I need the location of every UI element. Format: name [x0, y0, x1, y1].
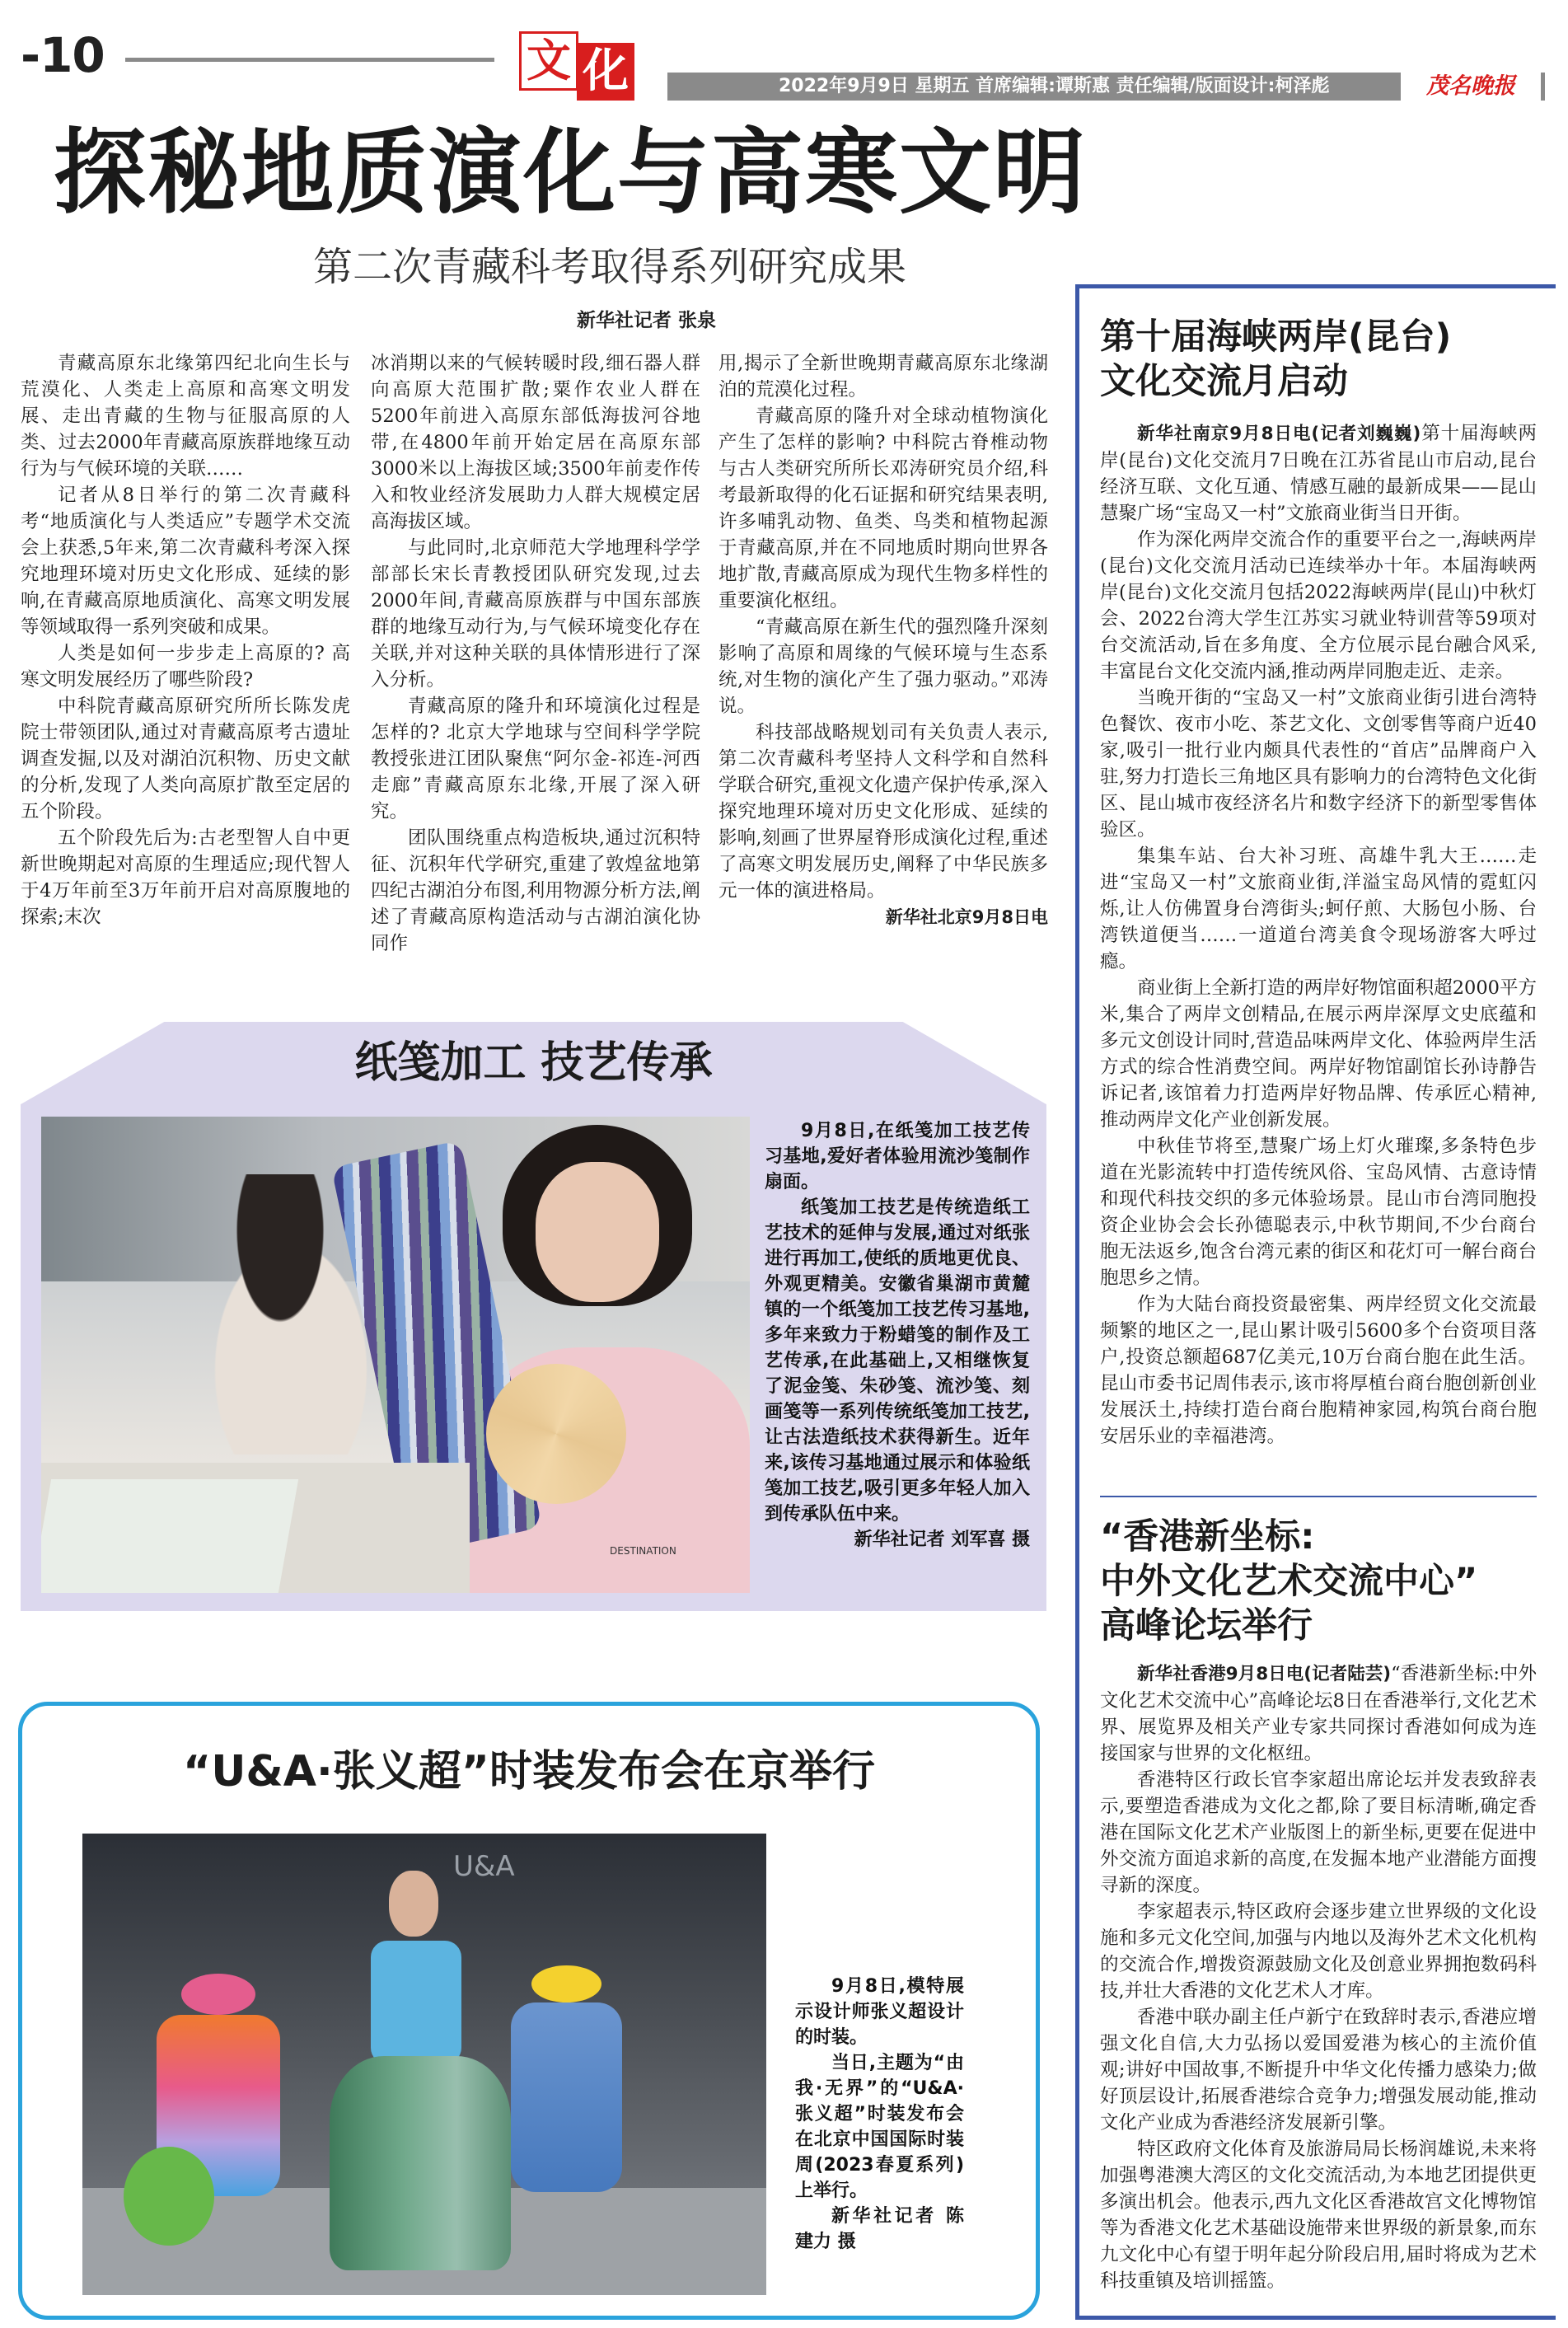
paragraph: 用,揭示了全新世晚期青藏高原东北缘湖泊的荒漠化过程。 — [718, 353, 1048, 400]
main-col-1 — [21, 350, 350, 930]
model-head — [389, 1871, 438, 1937]
photo-credit: 新华社记者 刘军喜 摄 — [854, 1529, 1030, 1550]
sidebar-divider — [1100, 1496, 1537, 1497]
paragraph: 作为大陆台商投资最密集、两岸经贸文化交流最频繁的地区之一,昆山累计吸引5600多个台资项目落户,投资总额超687亿美元,10万台商台胞在此生活。昆山市委书记周伟表示,该市将厚植台商台胞创新创业发展沃土,持续打造台商台胞精神家园,构筑台商台胞安居乐业的幸福港湾。 — [1100, 1294, 1537, 1447]
paragraph: 集集车站、台大补习班、高雄牛乳大王……走进“宝岛又一村”文旅商业街,洋溢宝岛风情的霓虹闪烁,让人仿佛置身台湾街头;蚵仔煎、大肠包小肠、台湾铁道便当……一道道台湾美食令现场游客大呼过瘾。 — [1100, 845, 1537, 972]
paragraph: 商业街上全新打造的两岸好物馆面积超2000平方米,集合了两岸文创精品,在展示两岸深厚文史底蕴和多元文创设计同时,营造品味两岸文化、体验两岸生活方式的综合性消费空间。两岸好物馆副馆长孙诗静告诉记者,该馆着力打造两岸好物品牌、传承匠心精神,推动两岸文化产业创新发展。 — [1100, 977, 1537, 1131]
right-child-hat — [531, 1965, 601, 2002]
paragraph: 人类是如何一步步走上高原的? 高寒文明发展经历了哪些阶段? — [21, 643, 350, 691]
paragraph: 香港特区行政长官李家超出席论坛并发表致辞表示,要塑造香港成为文化之都,除了要目标清晰,确定香港在国际文化艺术产业版图上的新坐标,更要在促进中外交流方面追求新的高度,在发掘本地产业潜能方面搜寻新的深度。 — [1100, 1769, 1537, 1896]
caption-paragraph: 9月8日,模特展示设计师张义超设计的时装。 — [795, 1976, 964, 2048]
caption-paragraph: 纸笺加工技艺是传统造纸工艺技术的延伸与发展,通过对纸张进行再加工,使纸的质地更优良、外观更精美。安徽省巢湖市黄麓镇的一个纸笺加工技艺传习基地,多年来致力于粉蜡笺的制作及工艺传承,在此基础上,又相继恢复了泥金笺、朱砂笺、流沙笺、刻画笺等一系列传统纸笺加工技艺,让古法造纸技术获得新生。近年来,该传习基地通过展示和体验纸笺加工技艺,吸引更多年轻人加入到传承队伍中来。 — [765, 1197, 1030, 1525]
section-char-1: 文 — [519, 31, 578, 91]
main-woman-face — [536, 1162, 659, 1302]
fashion-photo — [82, 1834, 766, 2295]
dateline: 新华社北京9月8日电 — [885, 907, 1048, 927]
folding-fan — [486, 1364, 626, 1504]
paragraph: 与此同时,北京师范大学地理科学学部部长宋长青教授团队研究发现,过去2000年间,青藏高原族群与中国东部族群的地缘互动行为,与气候环境变化存在关联,并对这种关联的具体情形进行了深入分析。 — [371, 537, 700, 691]
runway-backdrop-logo: U&A — [453, 1850, 515, 1883]
paper-photo — [41, 1117, 750, 1593]
paragraph: 李家超表示,特区政府会逐步建立世界级的文化设施和多元文化空间,加强与内地以及海外艺术文化机构的交流合作,增拨资源鼓励文化及创意业界拥抱数码科技,并壮大香港的文化艺术人才库。 — [1100, 1901, 1537, 2002]
model-green-skirt — [330, 2056, 511, 2270]
shirt-text: DESTINATION — [610, 1545, 676, 1557]
green-bag — [124, 2147, 214, 2246]
paragraph: 特区政府文化体育及旅游局局长杨润雄说,未来将加强粤港澳大湾区的文化交流活动,为本地艺团提供更多演出机会。他表示,西九文化区香港故宫文化博物馆等为香港文化艺术基础设施带来世界级的新景象,而东九文化中心有望于明年起分阶段启用,届时将成为艺术科技重镇及培训摇篮。 — [1100, 2138, 1537, 2292]
date-line: 2022年9月9日 星期五 首席编辑:谭斯惠 责任编辑/版面设计:柯泽彪 — [779, 76, 1330, 96]
side-2-body — [1100, 1661, 1537, 2294]
main-col-2 — [371, 350, 700, 957]
side-2-headline — [1100, 1515, 1549, 1648]
headline-line: 第十届海峡两岸(昆台) — [1100, 316, 1452, 358]
paragraph: “青藏高原在新生代的强烈隆升深刻影响了高原和周缘的气候环境与生态系统,对生物的演化产生了强力驱动。”邓涛说。 — [718, 616, 1048, 717]
headline-line: 中外文化艺术交流中心” — [1100, 1561, 1478, 1602]
paragraph: 青藏高原的隆升对全球动植物演化产生了怎样的影响? 中科院古脊椎动物与古人类研究所所长邓涛研究员介绍,科考最新取得的化石证据和研究结果表明,许多哺乳动物、鱼类、鸟类和植物起源于青藏高原,并在不同地质时期向世界各地扩散,青藏高原成为现代生物多样性的重要演化枢纽。 — [718, 405, 1048, 611]
main-subheadline: 第二次青藏科考取得系列研究成果 — [313, 244, 907, 290]
side-1-body — [1100, 420, 1537, 1450]
paragraph: 作为深化两岸交流合作的重要平台之一,海峡两岸(昆台)文化交流月活动已连续举办十年。本届海峡两岸(昆台)文化交流月包括2022海峡两岸(昆山)中秋灯会、2022台湾大学生江苏实习就业特训营等59项对台交流活动,旨在多角度、全方位展示昆台融合风采,丰富昆台文化交流内涵,推动两岸同胞走近、走亲。 — [1100, 529, 1537, 682]
caption-paragraph: 9月8日,在纸笺加工技艺传习基地,爱好者体验用流沙笺制作扇面。 — [765, 1121, 1030, 1192]
section-name — [519, 31, 643, 102]
main-col-3 — [718, 350, 1048, 930]
model-blue-top — [371, 1941, 461, 2064]
paragraph: 青藏高原东北缘第四纪北向生长与荒漠化、人类走上高原和高寒文明发展、走出青藏的生物与征服高原的人类、过去2000年青藏高原族群地缘互动行为与气候环境的关联…… — [21, 353, 350, 480]
section-char-2: 化 — [577, 43, 634, 101]
paragraph: 香港中联办副主任卢新宁在致辞时表示,香港应增强文化自信,大力弘扬以爱国爱港为核心的主流价值观;讲好中国故事,不断提升中华文化传播力感染力;做好顶层设计,拓展香港综合竞争力;增强发展动能,推动文化产业成为香港经济发展新引擎。 — [1100, 2007, 1537, 2134]
paragraph: “香港新坐标:中外文化艺术交流中心”高峰论坛8日在香港举行,文化艺术界、展览界及相关产业专家共同探讨香港如何成为连接国家与世界的文化枢纽。 — [1100, 1663, 1537, 1764]
header-rule-left — [125, 58, 494, 62]
headline-line: “香港新坐标: — [1100, 1516, 1315, 1557]
paragraph: 科技部战略规划司有关负责人表示,第二次青藏科考坚持人文科学和自然科学联合研究,重视文化遗产保护传承,深入探究地理环境对历史文化形成、延续的影响,刻画了世界屋脊形成演化过程,重述了高寒文明发展历史,阐释了中华民族多元一体的演进格局。 — [718, 722, 1048, 902]
paragraph: 当晚开街的“宝岛又一村”文旅商业街引进台湾特色餐饮、夜市小吃、茶艺文化、文创零售等商户近40家,吸引一批行业内颇具代表性的“首店”品牌商户入驻,努力打造长三角地区具有影响力的台湾特色文化街区、昆山城市夜经济名片和数字经济下的新型零售体验区。 — [1100, 687, 1537, 841]
side-1-headline — [1100, 315, 1545, 404]
paragraph: 青藏高原的隆升和环境演化过程是怎样的? 北京大学地球与空间科学学院教授张进江团队聚焦“阿尔金-祁连-河西走廊”青藏高原东北缘,开展了深入研究。 — [371, 696, 700, 822]
photo-credit: 新华社记者 陈建力 摄 — [795, 2206, 964, 2252]
fashion-caption — [795, 1974, 964, 2255]
page-number: -10 — [21, 27, 105, 83]
fashion-feature-title: “U&A·张义超”时装发布会在京举行 — [183, 1747, 875, 1796]
paragraph: 第十届海峡两岸(昆台)文化交流月7日晚在江苏省昆山市启动,昆台经济互联、文化互通、情感互融的最新成果——昆山慧聚广场“宝岛又一村”文旅商业街当日开街。 — [1100, 423, 1537, 524]
paper-caption — [765, 1118, 1030, 1553]
paragraph: 团队围绕重点构造板块,通过沉积特征、沉积年代学研究,重建了敦煌盆地第四纪古湖泊分布图,利用物源分析方法,阐述了青藏高原构造活动与古湖泊演化协同作 — [371, 827, 700, 954]
main-byline: 新华社记者 张泉 — [577, 310, 717, 331]
lead-bold: 新华社香港9月8日电(记者陆芸) — [1137, 1664, 1392, 1684]
paragraph: 记者从8日举行的第二次青藏科考“地质演化与人类适应”专题学术交流会上获悉,5年来,第二次青藏科考深入探究地理环境对历史文化形成、延续的影响,在青藏高原地质演化、高寒文明发展等领域取得一系列突破和成果。 — [21, 485, 350, 638]
green-sheet — [41, 1479, 298, 1593]
newspaper-logo: 茂名晚报 — [1401, 73, 1541, 101]
paper-feature-title: 纸笺加工 技艺传承 — [354, 1038, 713, 1088]
left-child-hat — [181, 1974, 255, 2015]
caption-paragraph: 当日,主题为“由我·无界”的“U&A·张义超”时装发布会在北京中国国际时装周(2023春夏系列)上举行。 — [795, 2053, 964, 2201]
headline-line: 文化交流月启动 — [1100, 361, 1348, 402]
paragraph: 中科院青藏高原研究所所长陈发虎院士带领团队,通过对青藏高原考古遗址调查发掘,以及对湖泊沉积物、历史文献的分析,发现了人类向高原扩散至定居的五个阶段。 — [21, 696, 350, 822]
paragraph: 中秋佳节将至,慧聚广场上灯火璀璨,多条特色步道在光影流转中打造传统风俗、宝岛风情、古意诗情和现代科技交织的多元体验场景。昆山市台湾同胞投资企业协会会长孙德聪表示,中秋节期间,不少台商台胞无法返乡,饱含台湾元素的街区和花灯可一解台商台胞思乡之情。 — [1100, 1136, 1537, 1289]
main-headline: 探秘地质演化与高寒文明 — [54, 119, 1087, 227]
headline-line: 高峰论坛举行 — [1100, 1605, 1313, 1646]
paragraph: 冰消期以来的气候转暖时段,细石器人群向高原大范围扩散;粟作农业人群在5200年前进入高原东部低海拔河谷地带,在4800年前开始定居在高原东部3000米以上海拔区域;3500年前麦作传入和牧业经济发展助力人群大规模定居高海拔区域。 — [371, 353, 700, 532]
right-child-outfit — [511, 2002, 622, 2192]
lead-bold: 新华社南京9月8日电(记者刘巍巍) — [1137, 424, 1421, 444]
paragraph: 五个阶段先后为:古老型智人自中更新世晚期起对高原的生理适应;现代智人于4万年前至3万年前开启对高原腹地的探索;末次 — [21, 827, 350, 928]
